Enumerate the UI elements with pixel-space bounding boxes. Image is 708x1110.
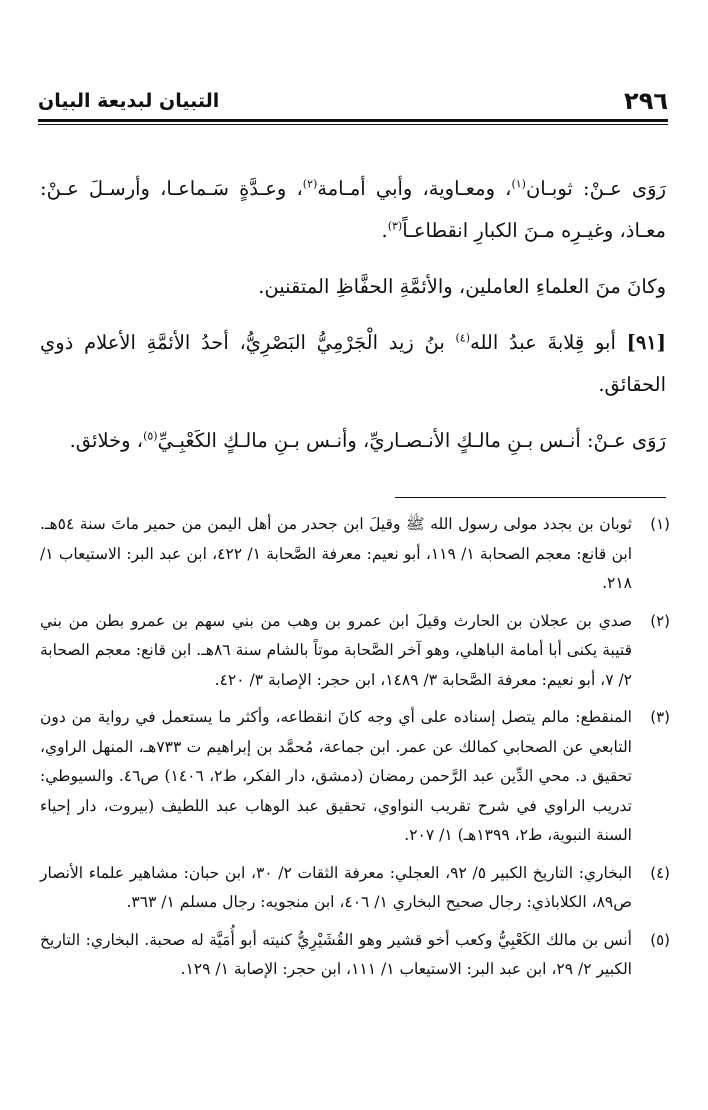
footnotes: [40, 510, 670, 993]
footnote-ref[interactable]: (٣): [387, 219, 403, 233]
header-rule-thick: [38, 119, 668, 122]
footnote-text: المنقطع: مالم يتصل إسناده على أي وجه كانَ انقطاعه، وأكثر ما يستعمل في رواية من دون التابعي عن الصحابي كمالك عن عمر. ابن جماعة، مُحمَّد بن إبراهيم ت ٧٣٣هـ، المنهل الراوي، تحقيق د. محي الدِّين عبد الرَّحمن رمضان (دمشق، دار الفكر، ط٢، ١٤٠٦) ص٤٦. والسيوطي: تدريب الراوي في شرح تقريب النواوي، تحقيق عبد الوهاب عبد اللطيف (بيروت، دار إحياء السنة النبوية، ط٢، ١٣٩٩هـ) ١/ ٢٠٧.: [40, 708, 633, 844]
footnote-number: (٢): [650, 611, 670, 630]
page-header: [38, 84, 668, 118]
book-title: التبيان لبديعة البيان: [38, 90, 220, 112]
footnote: [40, 859, 670, 918]
paragraph: رَوَى عـنْ: ثوبـان$^{(١)}$، ومعـاوية، وأبي أمـامة$^{(٢)}$، وعـدَّةٍ سَـماعـا، وأرسـلَ عـنْ: معـاذ، وغيـرِه مـنَ الكبارِ انقطاعـاً$^{(٣)}$.: [40, 177, 666, 242]
footnote: [40, 607, 670, 696]
paragraph: وكانَ منَ العلماءِ العاملين، والأئمَّةِ الحفَّاظِ المتقنين.: [258, 275, 666, 298]
paragraph: رَوَى عـنْ: أنـس بـنِ مالـكٍ الأنـصـاريِّ، وأنـس بـنِ مالـكٍ الكَعْبِـيِّ$^{(٥)}$، وخلائق.: [69, 429, 666, 452]
footnote-number: (٣): [650, 708, 670, 726]
entry-number: [٩١]: [626, 331, 666, 354]
footnote-text: أنس بن مالك الكَعْبِيُّ وكعب أخو قشير وهو القُشَيْرِيُّ كنيته أبو أُمَيَّة له صحبة. البخاري: التاريخ الكبير ٢/ ٢٩، ابن عبد البر: الاستيعاب ١/ ١١١، ابن حجر: الإصابة ١/ ١٢٩.: [40, 930, 632, 978]
footnote: [40, 703, 670, 851]
footnote: [40, 926, 670, 985]
footnote: [40, 510, 670, 599]
footnote-number: (٥): [650, 930, 670, 949]
footnote-number: (٤): [650, 863, 670, 882]
footnote-text: البخاري: التاريخ الكبير ٥/ ٩٢، العجلي: معرفة الثقات ٢/ ٣٠، ابن حبان: مشاهير علماء الأنصار ص٨٩، الكلاباذي: رجال صحيح البخاري ١/ ٤٠٦، ابن منجويه: رجال مسلم ١/ ٣٦٣.: [40, 863, 632, 911]
entry-paragraph: [٩١] أبو قِلابةَ عبدُ الله$^{(٤)}$ بنُ زيد الْجَرْمِيُّ البَصْرِيُّ، أحدُ الأئمَّةِ الأعلام ذوي الحقائق.: [40, 331, 666, 396]
footnote-ref[interactable]: (٤): [455, 331, 470, 345]
footnote-separator: [395, 497, 666, 498]
footnote-number: (١): [650, 515, 670, 533]
footnote-text: صدي بن عجلان بن الحارث وقيلَ ابن عمرو بن وهب من بني سهم بن عمرو بطن من بني قتيبة يكنى أبا أمامة الباهلي، وهو آخر الصَّحابة موتاً بالشام سنة ٨٦هـ. ابن قانع: معجم الصحابة ٢/ ٧، أبو نعيم: معرفة الصَّحابة ٣/ ١٤٨٩، ابن حجر: الإصابة ٣/ ٤٢٠.: [40, 611, 632, 689]
footnote-ref[interactable]: (٥): [143, 429, 158, 443]
footnote-ref[interactable]: (١): [511, 177, 526, 191]
main-text: [40, 168, 666, 462]
footnote-ref[interactable]: (٢): [302, 177, 318, 191]
header-rule-thin: [38, 124, 668, 125]
footnote-text: ثوبان بن بجدد مولى رسول الله ﷺ وقيلَ ابن جحدر من أهل اليمن من حمير ماتَ سنة ٥٤هـ. ابن قانع: معجم الصحابة ١/ ١١٩، أبو نعيم: معرفة الصَّحابة ١/ ٤٢٢، ابن عبد البر: الاستيعاب ١/ ٢١٨.: [40, 515, 632, 592]
page-number: ٢٩٦: [624, 87, 668, 115]
